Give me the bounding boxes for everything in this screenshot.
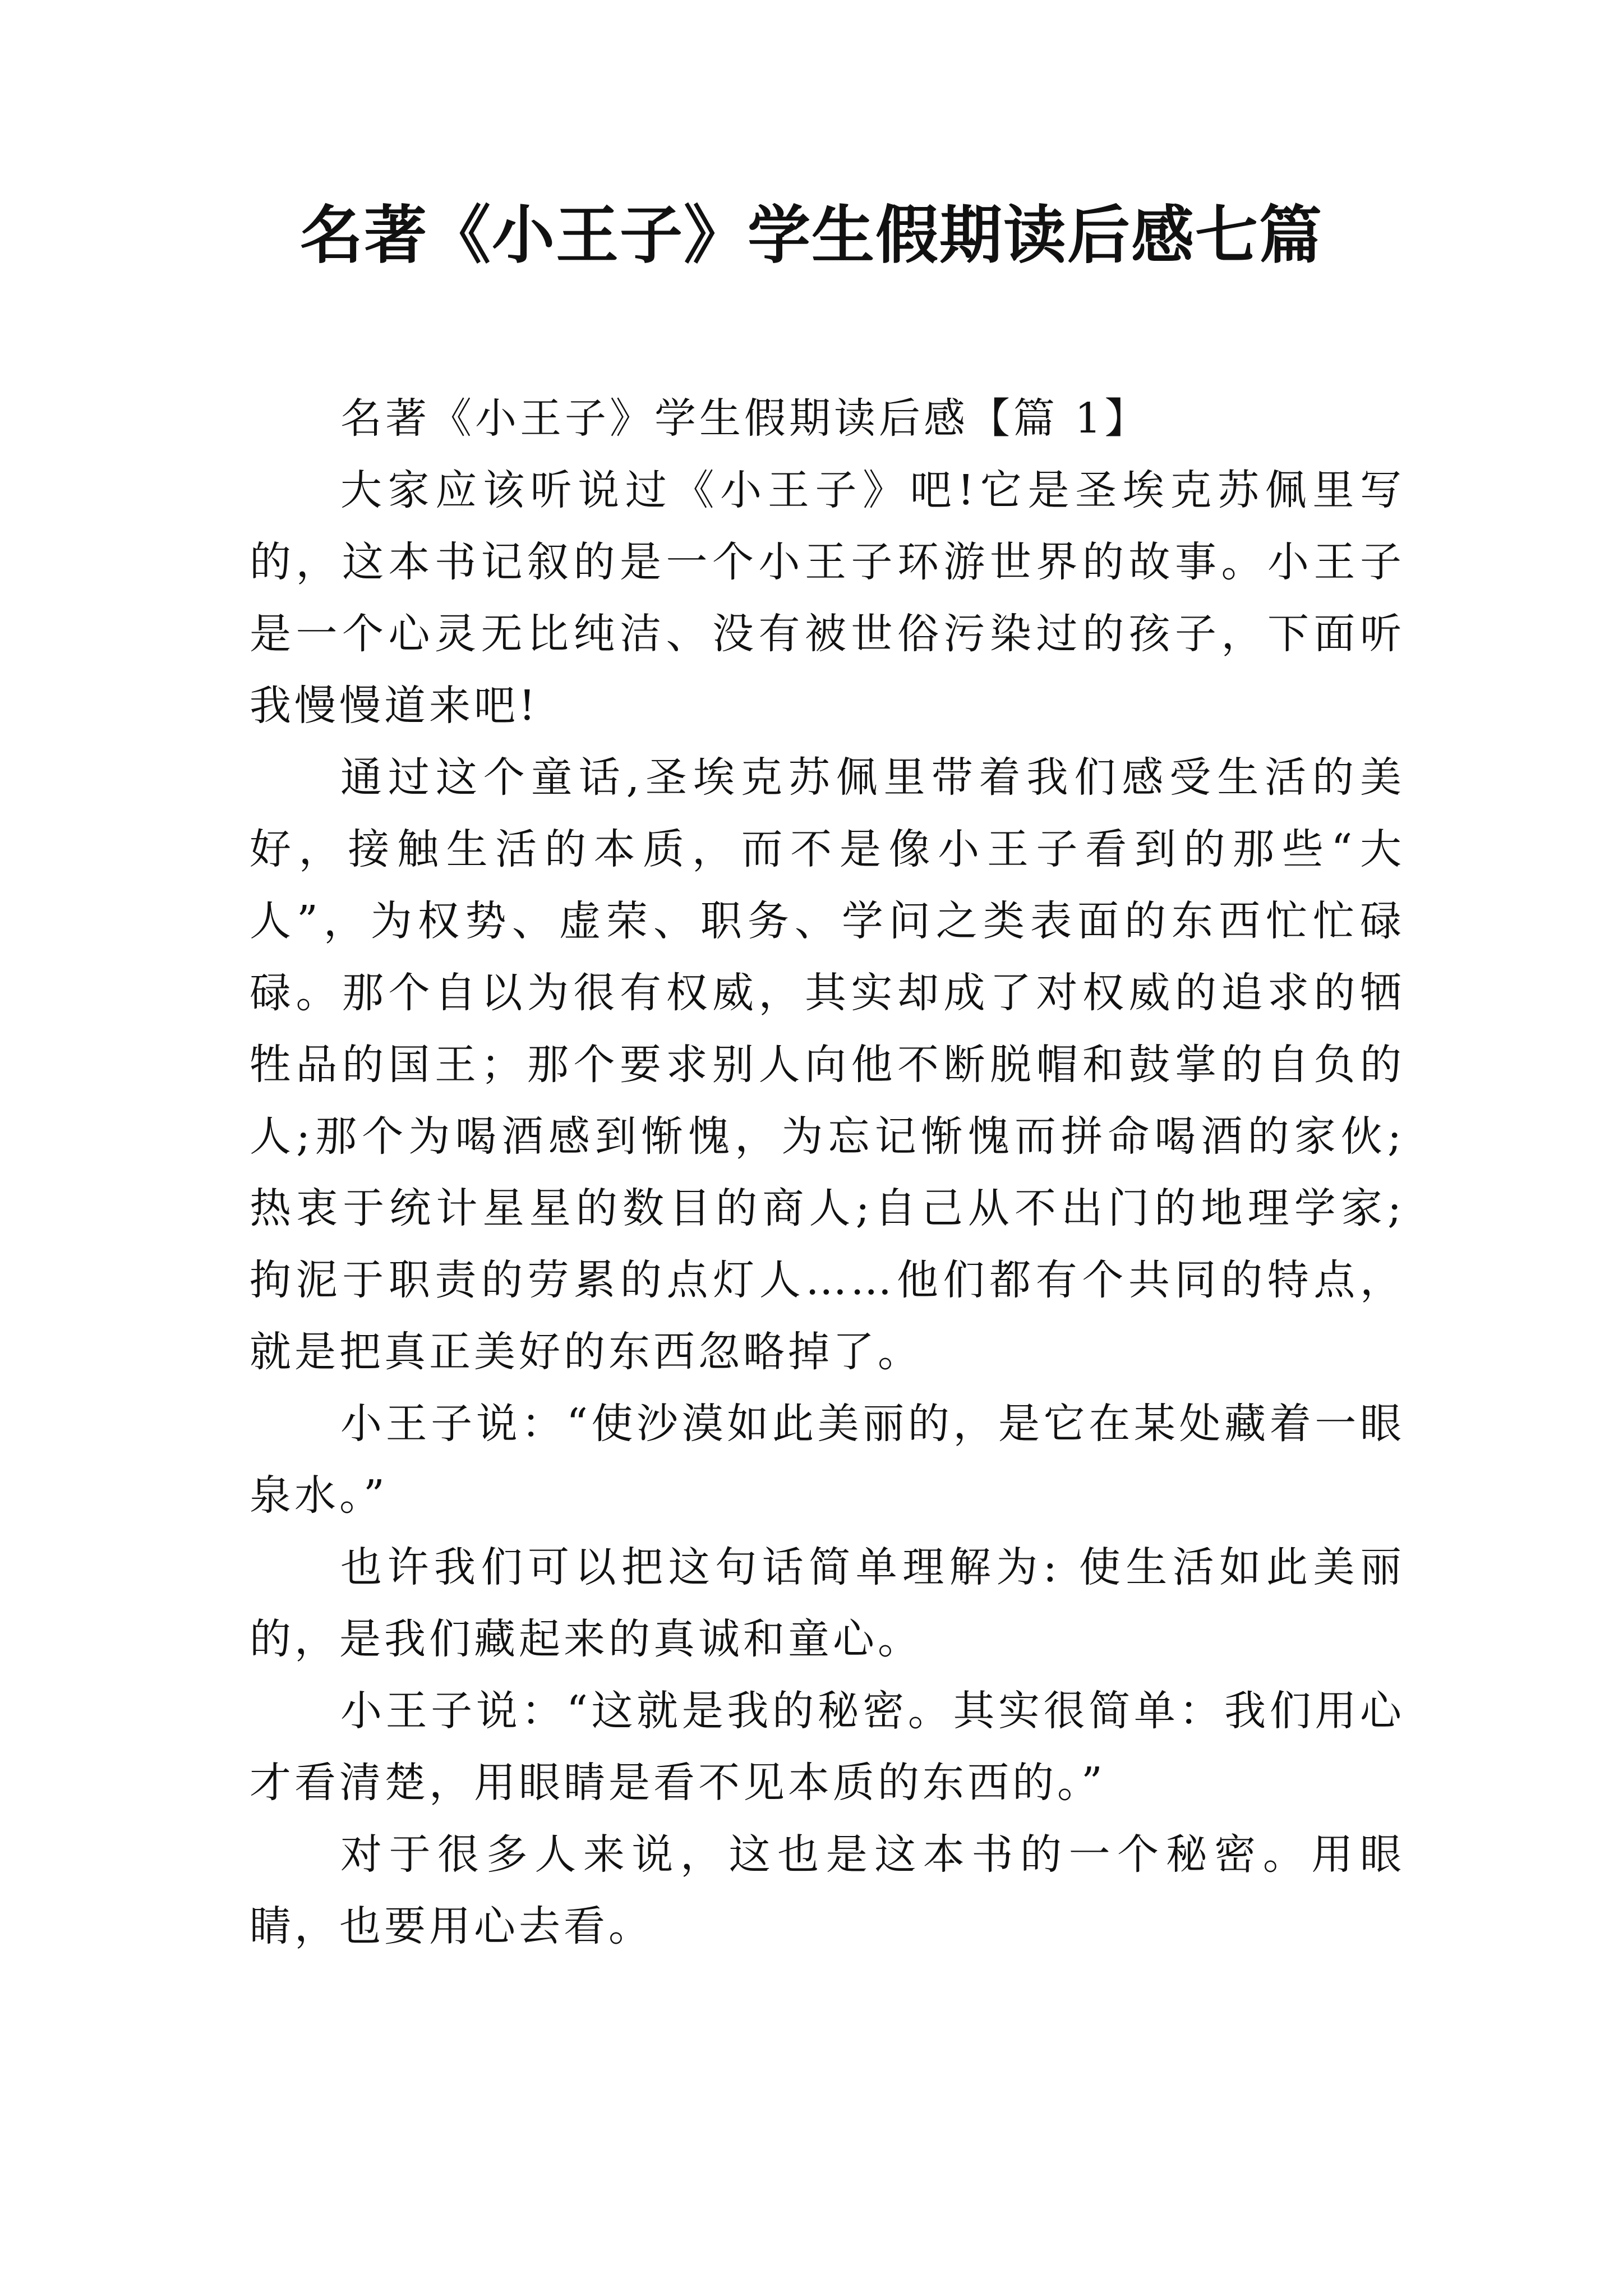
paragraph-3: 小王子说：“使沙漠如此美丽的，是它在某处藏着一眼泉水。” bbox=[250, 1400, 1405, 1520]
document-title: 名著《小王子》学生假期读后感七篇 bbox=[300, 199, 1323, 272]
document-body bbox=[250, 383, 1405, 1962]
paragraph-4: 也许我们可以把这句话简单理解为: 使生活如此美丽的，是我们藏起来的真诚和童心。 bbox=[250, 1543, 1405, 1663]
paragraph-5: 小王子说：“这就是我的秘密。其实很简单：我们用心才看清楚，用眼睛是看不见本质的东西的。” bbox=[250, 1687, 1405, 1807]
paragraph-6: 对于很多人来说，这也是这本书的一个秘密。用眼睛，也要用心去看。 bbox=[250, 1830, 1405, 1950]
section-heading: 名著《小王子》学生假期读后感【篇 1】 bbox=[340, 394, 1150, 443]
paragraph-1: 大家应该听说过《小王子》吧!它是圣埃克苏佩里写的，这本书记叙的是一个小王子环游世界的故事。小王子是一个心灵无比纯洁、没有被世俗污染过的孩子，下面听我慢慢道来吧! bbox=[250, 466, 1405, 730]
paragraph-2: 通过这个童话,圣埃克苏佩里带着我们感受生活的美好，接触生活的本质，而不是像小王子看到的那些“大人”，为权势、虚荣、职务、学问之类表面的东西忙忙碌碌。那个自以为很有权威，其实却成了对权威的追求的牺牲品的国王；那个要求别人向他不断脱帽和鼓掌的自负的人;那个为喝酒感到惭愧，为忘记惭愧而拼命喝酒的家伙;热衷于统计星星的数目的商人;自己从不出门的地理学家;拘泥于职责的劳累的点灯人……他们都有个共同的特点，就是把真正美好的东西忽略掉了。 bbox=[250, 753, 1405, 1376]
